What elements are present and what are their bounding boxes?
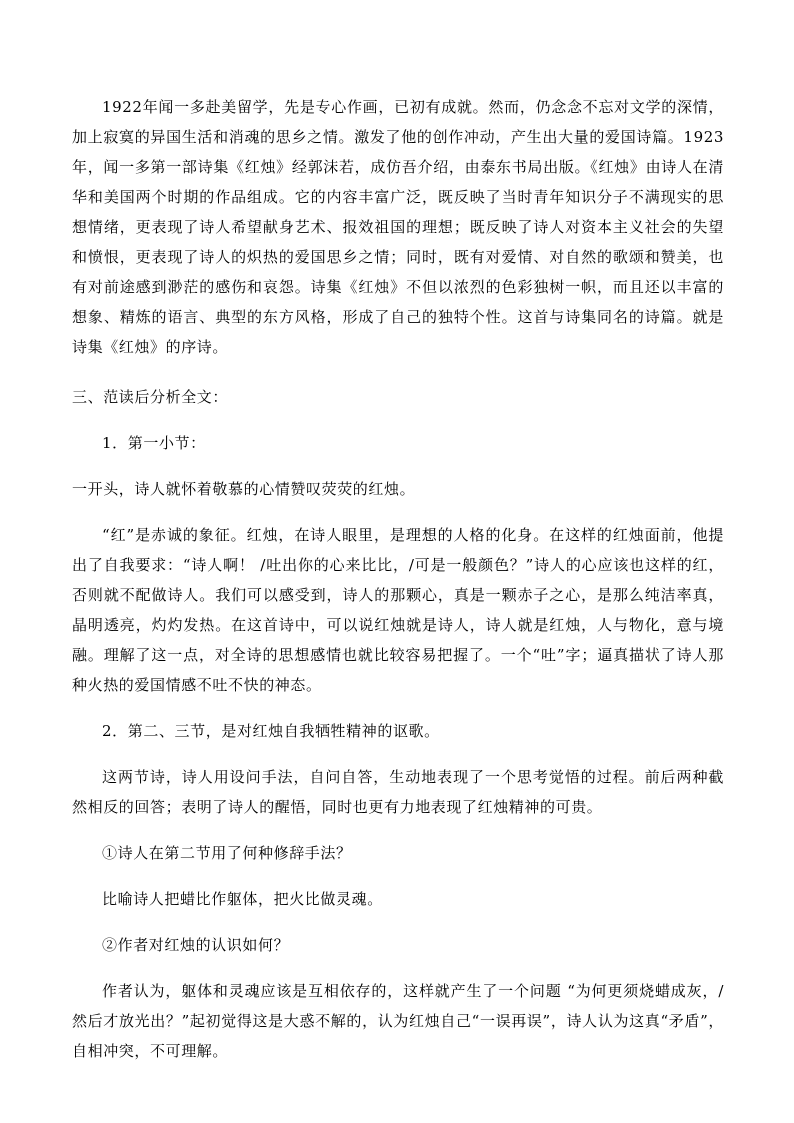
paragraph-rhetorical-questions: 这两节诗，诗人用设问手法，自问自答，生动地表现了一个思考觉悟的过程。前后两种截然相反的回答；表明了诗人的醒悟，同时也更有力地表现了红烛精神的可贵。	[72, 768, 724, 816]
paragraph-red-symbol: “红”是赤诚的象征。红烛，在诗人眼里，是理想的人格的化身。在这样的红烛面前，他提出了自我要求：“诗人啊！ /吐出你的心来比比，/可是一般颜色？”诗人的心应该也这样的红，否则就不配做诗人。我们可以感受到，诗人的那颗心，真是一颗赤子之心，是那么纯洁率真，晶明透亮，灼灼发热。在这首诗中，可以说红烛就是诗人，诗人就是红烛，人与物化，意与境融。理解了这一点，对全诗的思想感情也就比较容易把握了。一个“吐”字；逼真描状了诗人那种火热的爱国情感不吐不快的神态。	[72, 526, 724, 694]
subsection-heading-2: 2．第二、三节，是对红烛自我牺牲精神的讴歌。	[102, 722, 440, 740]
answer-1: 比喻诗人把蜡比作躯体，把火比做灵魂。	[102, 890, 383, 908]
paragraph-background: 1922年闻一多赴美留学，先是专心作画，已初有成就。然而，仍念念不忘对文学的深情，加上寂寞的异国生活和消魂的思乡之情。激发了他的创作冲动，产生出大量的爱国诗篇。1923年，闻一多第一部诗集《红烛》经郭沫若，成仿吾介绍，由泰东书局出版。《红烛》由诗人在清华和美国两个时期的作品组成。它的内容丰富广泛，既反映了当时青年知识分子不满现实的思想情绪，更表现了诗人希望献身艺术、报效祖国的理想；既反映了诗人对资本主义社会的失望和愤恨，更表现了诗人的炽热的爱国思乡之情；同时，既有对爱情、对自然的歌颂和赞美，也有对前途感到渺茫的感伤和哀怨。诗集《红烛》不但以浓烈的色彩独树一帜，而且还以丰富的想象、精炼的语言、典型的东方风格，形成了自己的独特个性。这首与诗集同名的诗篇。就是诗集《红烛》的序诗。	[72, 98, 724, 356]
question-2: ②作者对红烛的认识如何？	[102, 936, 290, 954]
section-heading-analysis: 三、范读后分析全文：	[72, 388, 229, 406]
question-1: ①诗人在第二节用了何种修辞手法？	[102, 844, 352, 862]
answer-2: 作者认为，躯体和灵魂应该是互相依存的，这样就产生了一个问题 “为何更须烧蜡成灰，/然后才放光出？”起初觉得这是大惑不解的，认为红烛自己“一误再误”，诗人认为这真“矛盾”，自相冲突，不可理解。	[72, 982, 724, 1060]
paragraph-opening: 一开头，诗人就怀着敬慕的心情赞叹荧荧的红烛。	[72, 480, 416, 498]
document-body	[72, 92, 724, 1066]
subsection-heading-1: 1．第一小节：	[102, 434, 206, 452]
